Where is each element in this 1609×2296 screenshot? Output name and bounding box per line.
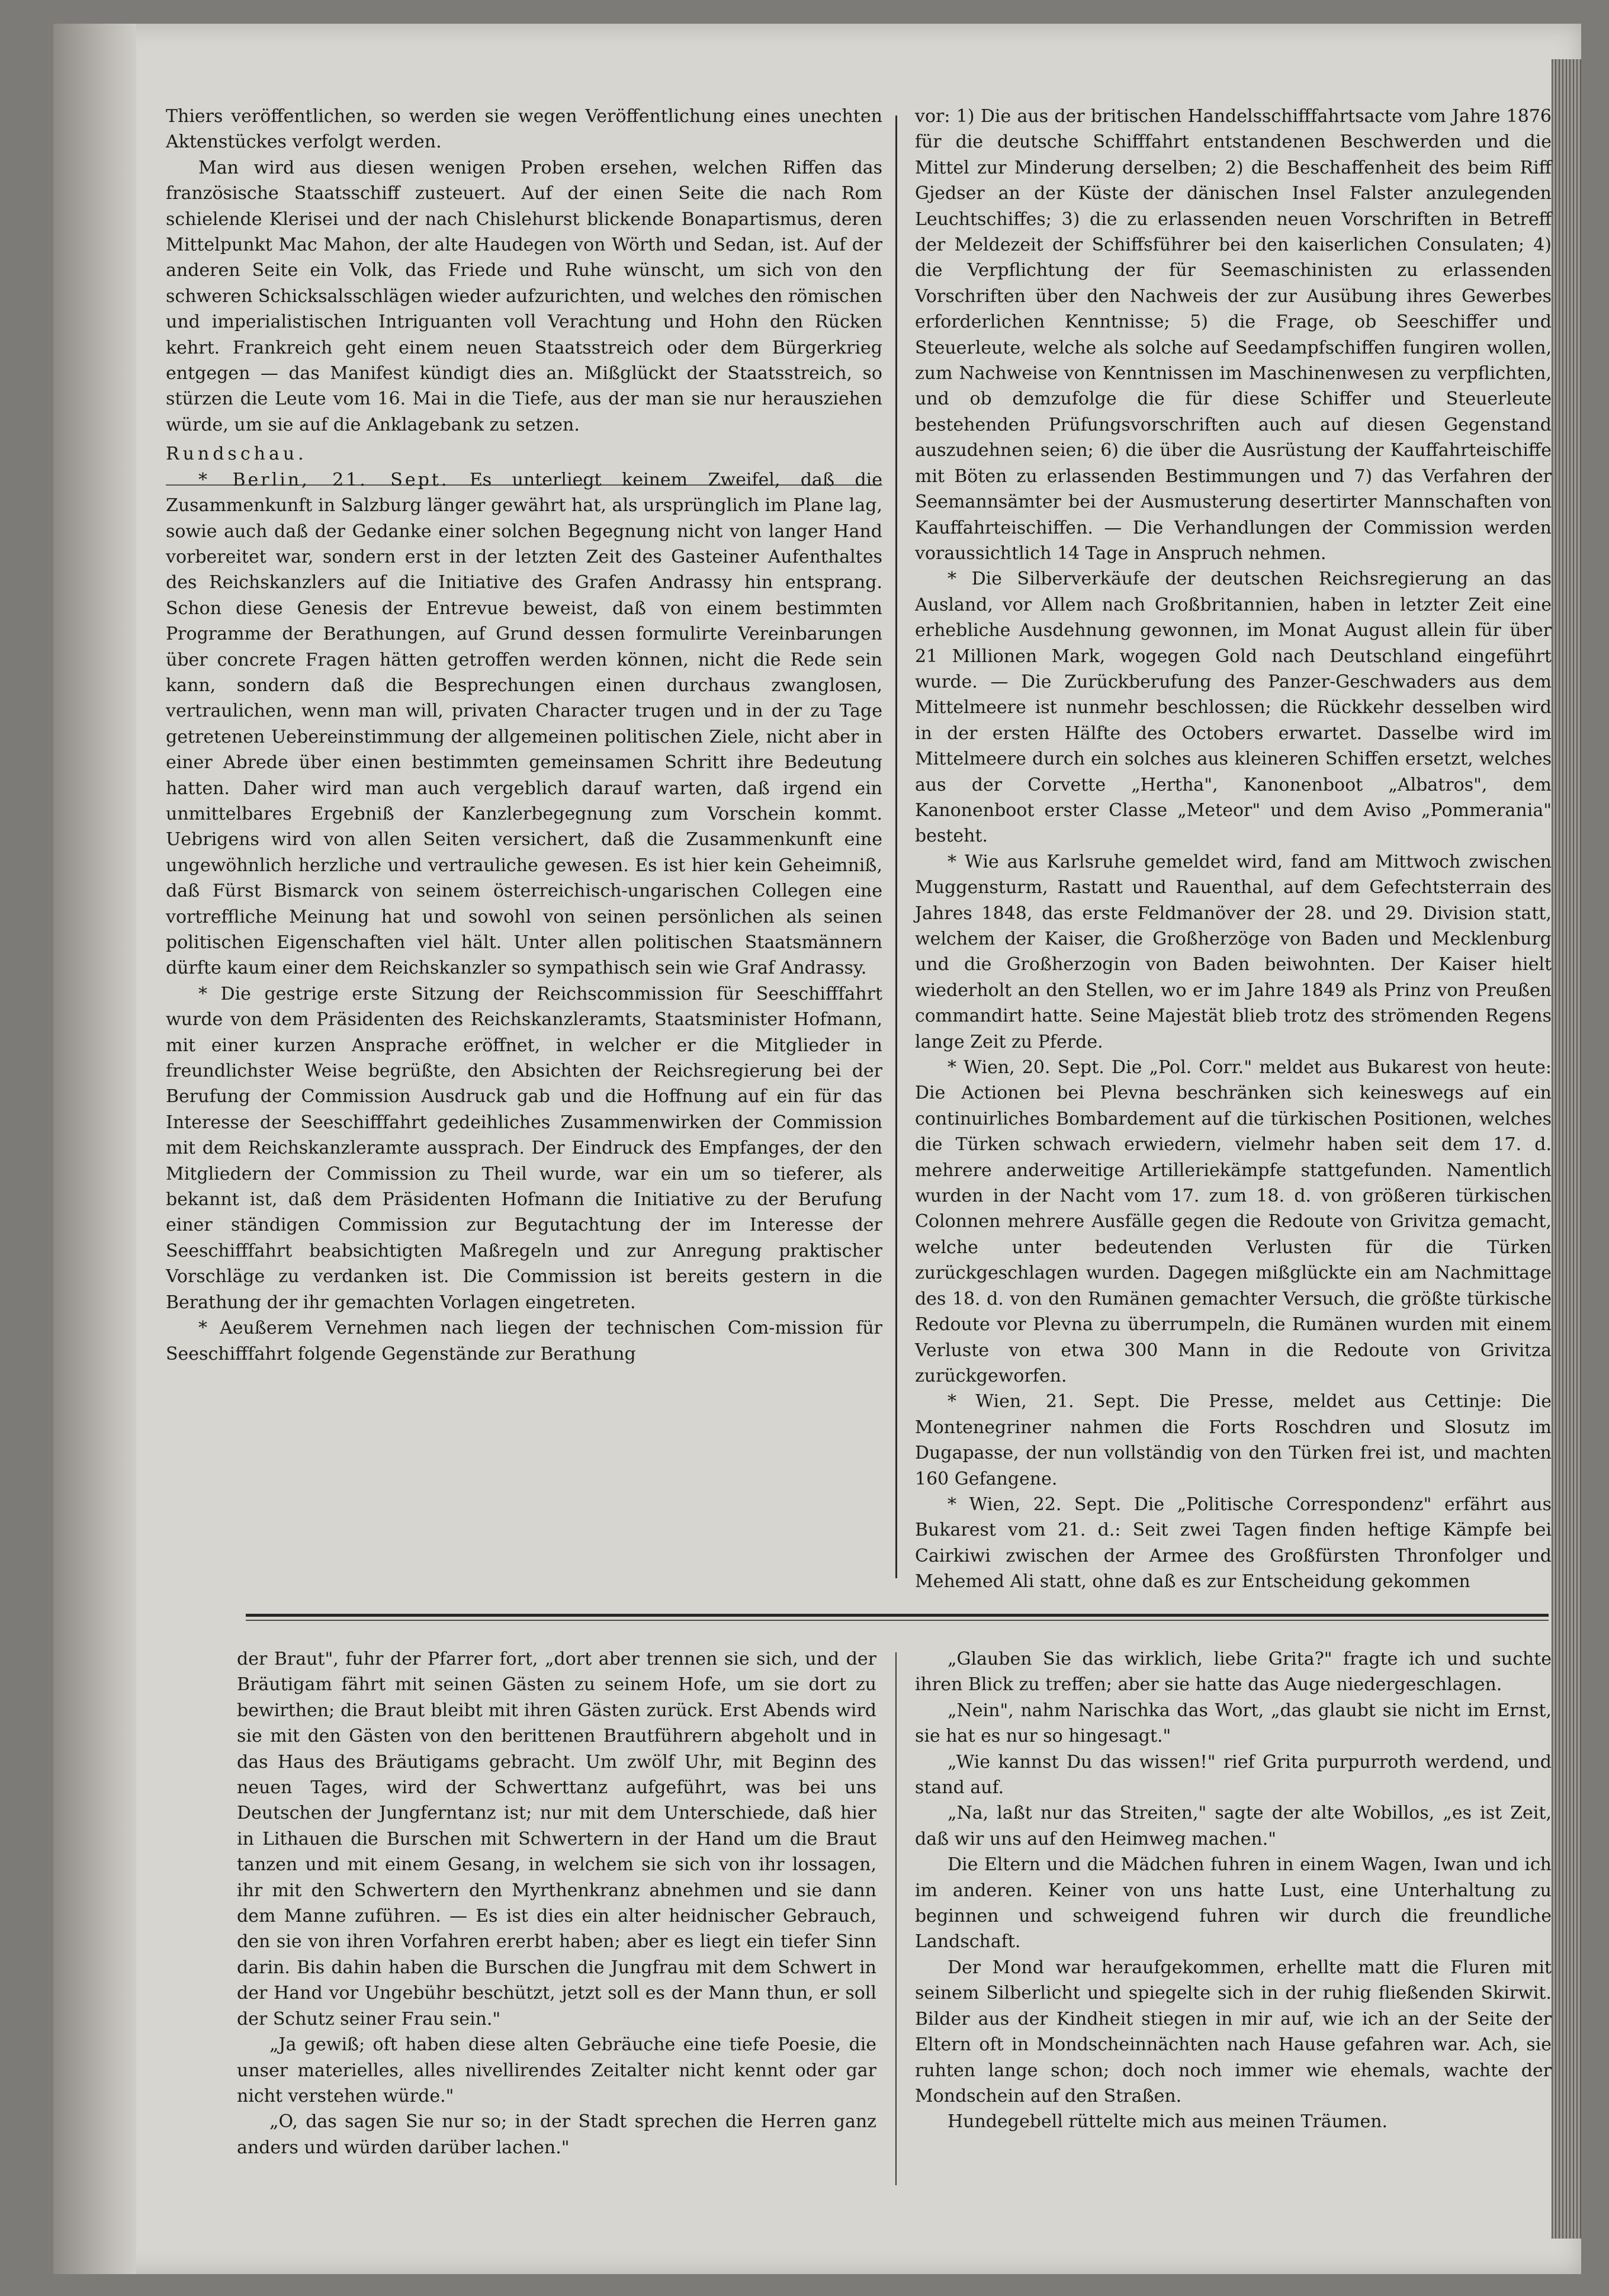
paragraph: Thiers veröffentlichen, so werden sie wegen Veröffentlichung eines unechten Aktenstückes verfolgt werden. <box>166 106 882 153</box>
feuilleton-column-left <box>237 1646 876 2200</box>
paragraph: „Glauben Sie das wirklich, liebe Grita?" fragte ich und suchte ihren Blick zu treffen; aber sie hatte das Auge niedergeschlagen. <box>915 1649 1552 1695</box>
news-item: * Wie aus Karlsruhe gemeldet wird, fand am Mittwoch zwischen Muggensturm, Rastatt und Rauenthal, auf dem Gefechtsterrain des Jahres 1848, das erste Feldmanöver der 28. und 29. Division statt, welchem der Kaiser, die Großherzöge von Baden und Mecklenburg und die Großherzogin von Baden beiwohnten. Der Kaiser hielt wiederholt an den Stellen, wo er im Jahre 1849 als Prinz von Preußen commandirt hatte. Seine Majestät blieb trotz des strömenden Regens lange Zeit zu Pferde. <box>915 851 1552 1052</box>
column-top-left <box>166 104 882 1581</box>
paragraph: Man wird aus diesen wenigen Proben ersehen, welchen Riffen das französische Staatsschiff zusteuert. Auf der einen Seite die nach Rom schielende Klerisei und der nach Chislehurst blickende Bonapartismus, deren Mittelpunkt Mac Mahon, der alte Haudegen von Wörth und Sedan, ist. Auf der anderen Seite ein Volk, das Friede und Ruhe wünscht, um sich von den schweren Schicksalsschlägen wieder aufzurichten, und welches den römischen und imperialistischen Intriguanten voll Verachtung und Hohn den Rücken kehrt. Frankreich geht einem neuen Staatsstreich oder dem Bürgerkrieg entgegen — das Manifest kündigt dies an. Mißglückt der Staatsstreich, so stürzen die Leute vom 16. Mai in die Tiefe, aus der man sie nur herausziehen würde, um sie auf die Anklagebank zu setzen. <box>166 157 882 435</box>
news-item <box>166 467 882 981</box>
column-divider-top <box>895 115 897 1578</box>
feuilleton-divider <box>246 1614 1549 1617</box>
news-item: * Wien, 20. Sept. Die „Pol. Corr." meldet aus Bukarest von heute: Die Actionen bei Plevna beschränken sich keineswegs auf ein continuirliches Bombardement auf die türkischen Positionen, welches die Türken schwach erwiedern, vielmehr haben seit dem 17. d. mehrere anderweitige Artilleriekämpfe stattgefunden. Namentlich wurden in der Nacht vom 17. zum 18. d. von größeren türkischen Colonnen mehrere Ausfälle gegen die Redoute von Grivitza gemacht, welche unter bedeutenden Verlusten für die Türken zurückgeschlagen wurden. Dagegen mißglückte ein am Nachmittage des 18. d. von den Rumänen gemachter Versuch, die größte türkische Redoute vor Plevna zu überrumpeln, die Rumänen wurden mit einem Verluste von etwa 300 Mann in die Redoute von Grivitza zurückgeworfen. <box>915 1057 1552 1386</box>
paragraph: Die Eltern und die Mädchen fuhren in einem Wagen, Iwan und ich im anderen. Keiner von uns hatte Lust, eine Unterhaltung zu beginnen und schweigend fuhren wir durch die freundliche Landschaft. <box>915 1854 1552 1953</box>
news-item: * Wien, 22. Sept. Die „Politische Correspondenz" erfährt aus Bukarest vom 21. d.: Seit zwei Tagen finden heftige Kämpfe bei Cairkiwi zwischen der Armee des Großfürsten Thronfolger und Mehemed Ali statt, ohne daß es zur Entscheidung gekommen <box>915 1494 1552 1592</box>
paragraph: „Wie kannst Du das wissen!" rief Grita purpurroth werdend, und stand auf. <box>915 1751 1552 1799</box>
news-dateline: * Die gestrige erste Sitzung der Reichscommission für <box>198 983 743 1004</box>
news-item <box>166 1315 882 1367</box>
paragraph: „O, das sagen Sie nur so; in der Stadt sprechen die Herren ganz anders und würden darüber lachen." <box>237 2111 876 2158</box>
paragraph: Hundegebell rüttelte mich aus meinen Träumen. <box>948 2111 1388 2133</box>
column-divider-bottom <box>895 1652 897 2185</box>
feuilleton-column-right <box>915 1646 1552 2200</box>
paragraph: der Braut", fuhr der Pfarrer fort, „dort aber trennen sie sich, und der Bräutigam fährt mit seinen Gästen zu seinem Hofe, um sie dort zu bewirthen; die Braut bleibt mit ihren Gästen zurück. Erst Abends wird sie mit den Gästen von den berittenen Brautführern abgeholt und in das Haus des Bräutigams gebracht. Um zwölf Uhr, mit Beginn des neuen Tages, wird der Schwerttanz aufgeführt, was bei uns Deutschen der Jungferntanz ist; nur mit dem Unterschiede, daß hier in Lithauen die Burschen mit Schwertern in der Hand um die Braut tanzen und mit einem Gesang, in welchem sie sich von ihr lossagen, ihr mit den Schwertern den Myrthenkranz abnehmen und sie dann dem Manne zuführen. — Es ist dies ein alter heidnischer Gebrauch, den sie von ihren Vorfahren ererbt haben; aber es liegt ein tiefer Sinn darin. Bis dahin haben die Burschen die Jungfrau mit dem Schwert in der Hand vor Ungebühr beschützt, jetzt soll es der Mann thun, er soll der Schutz seiner Frau sein." <box>237 1649 876 2030</box>
paragraph: Der Mond war heraufgekommen, erhellte matt die Fluren mit seinem Silberlicht und spiegelte sich in der ruhig fließenden Skirwit. Bilder aus der Kindheit stiegen in mir auf, wie ich an der Seite der Eltern oft in Mondscheinnächten nach Hause gefahren war. Ach, sie ruhten lange schon; doch noch immer wie ehemals, wachte der Mondschein auf den Straßen. <box>915 1957 1552 2106</box>
news-dateline: * Aeußerem Vernehmen nach liegen der technischen Com- <box>198 1318 775 1339</box>
news-item: * Wien, 21. Sept. Die Presse, meldet aus Cettinje: Die Montenegriner nahmen die Forts Roschdren und Slosutz im Dugapasse, der nun vollständig von den Türken frei ist, und machten 160 Gefangene. <box>915 1391 1552 1489</box>
column-top-right <box>915 104 1552 1592</box>
paragraph: „Nein", nahm Narischka das Wort, „das glaubt sie nicht im Ernst, sie hat es nur so hingesagt." <box>915 1700 1552 1747</box>
feuilleton-divider-thin <box>246 1620 1549 1621</box>
news-text: Seeschifffahrt wurde von dem Präsidenten des Reichskanzleramts, Staatsminister Hofmann, mit einer kurzen Ansprache eröffnet, in welcher er die Mitglieder in freundlichster Weise begrüßte, den Absichten der Reichsregierung bei der Berufung der Commission Ausdruck gab und die Hoffnung auf ein für das Interesse der Seeschifffahrt gedeihliches Zusammenwirken der Commission mit dem Reichskanzleramte aussprach. Der Eindruck des Empfanges, der den Mitgliedern der Commission zu Theil wurde, war ein um so tieferer, als bekannt ist, daß dem Präsidenten Hofmann die Initiative zu der Berufung einer ständigen Commission zur Begutachtung der im Interesse der Seeschifffahrt beabsichtigten Maßregeln und zur Anregung praktischer Vorschläge zu verdanken ist. Die Commission ist bereits gestern in die Berathung der ihr gemachten Vorlagen eingetreten. <box>166 983 882 1313</box>
paragraph: „Ja gewiß; oft haben diese alten Gebräuche eine tiefe Poesie, die unser materielles, alles nivellirendes Zeitalter nicht kennt oder gar nicht verstehen würde." <box>237 2034 876 2106</box>
news-dateline: * Berlin, 21. Sept. <box>198 469 449 490</box>
news-item: * Die Silberverkäufe der deutschen Reichsregierung an das Ausland, vor Allem nach Großbritannien, haben in letzter Zeit eine erhebliche Ausdehnung gewonnen, im Monat August allein für über 21 Millionen Mark, wogegen Gold nach Deutschland eingeführt wurde. — Die Zurückberufung des Panzer-Geschwaders aus dem Mittelmeere ist nunmehr beschlossen; die Rückkehr desselben wird in der ersten Hälfte des Octobers erwartet. Dasselbe wird im Mittelmeere durch ein solches aus kleineren Schiffen ersetzt, welches aus der Corvette „Hertha", Kanonenboot „Albatros", dem Kanonenboot erster Classe „Meteor" und dem Aviso „Pommerania" besteht. <box>915 569 1552 847</box>
news-text: mission für Seeschifffahrt folgende Gegenstände zur Berathung <box>166 1318 882 1364</box>
news-text: Es unterliegt keinem Zweifel, daß die Zusammenkunft in Salzburg länger gewährt hat, als ursprünglich im Plane lag, sowie auch daß der Gedanke einer solchen Begegnung nicht von langer Hand vorbereitet war, sondern erst in der letzten Zeit des Gasteiner Aufenthaltes des Reichskanzlers auf die Initiative des Grafen Andrassy hin entsprang. Schon diese Genesis der Entrevue beweist, daß von einem bestimmten Programme der Berathungen, auf Grund dessen formulirte Vereinbarungen über concrete Fragen hätten getroffen werden können, nicht die Rede sein kann, sondern daß die Besprechungen einen durchaus zwanglosen, vertraulichen, wenn man will, privaten Character trugen und in der zu Tage getretenen Uebereinstimmung der allgemeinen politischen Ziele, nicht aber in einer Abrede über einen bestimmten gemeinsamen Schritt ihre Bedeutung hatten. Daher wird man auch vergeblich darauf warten, daß irgend ein unmittelbares Ergebniß der Kanzlerbegegnung zum Vorschein kommt. Uebrigens wird von allen Seiten versichert, daß die Zusammenkunft eine ungewöhnlich herzliche und vertrauliche gewesen. Es ist hier kein Geheimniß, daß Fürst Bismarck von seinem österreichisch-ungarischen Collegen eine vortreffliche Meinung hat und sowohl von seinen persönlichen als seinen politischen Eigenschaften viel hält. Unter allen politischen Staatsmännern dürfte kaum einer dem Reichskanzler so sympathisch sein wie Graf Andrassy. <box>166 469 882 979</box>
section-heading: Rundschau. <box>166 444 307 465</box>
book-spine <box>53 24 136 2274</box>
page-edges <box>1552 59 1581 2239</box>
paragraph: vor: 1) Die aus der britischen Handelsschifffahrtsacte vom Jahre 1876 für die deutsche Schifffahrt entstandenen Beschwerden und die Mittel zur Minderung derselben; 2) die Beschaffenheit des beim Riff Gjedser an der Küste der dänischen Insel Falster anzulegenden Leuchtschiffes; 3) die zu erlassenden neuen Vorschriften in Betreff der Meldezeit der Schiffsführer bei den kaiserlichen Consulaten; 4) die Verpflichtung der für Seemaschinisten zu erlassenden Vorschriften über den Nachweis der zur Ausübung ihres Gewerbes erforderlichen Kenntnisse; 5) die Frage, ob Seeschiffer und Steuerleute, welche als solche auf Seedampfschiffen fungiren wollen, zum Nachweise von Kenntnissen im Maschinenwesen zu verpflichten, und ob demzufolge die für diese Schiffer und Steuerleute bestehenden Prüfungsvorschriften auch auf diesen Gegenstand auszudehnen seien; 6) die über die Ausrüstung der Kauffahrteischiffe mit Böten zu erlassenden Bestimmungen und 7) das Verfahren der Seemannsämter bei der Ausmusterung desertirter Mannschaften von Kauffahrteischiffen. — Die Verhandlungen der Commission werden voraussichtlich 14 Tage in Anspruch nehmen. <box>915 106 1552 564</box>
paragraph: „Na, laßt nur das Streiten," sagte der alte Wobillos, „es ist Zeit, daß wir uns auf den Heimweg machen." <box>915 1803 1552 1849</box>
news-item <box>166 981 882 1315</box>
